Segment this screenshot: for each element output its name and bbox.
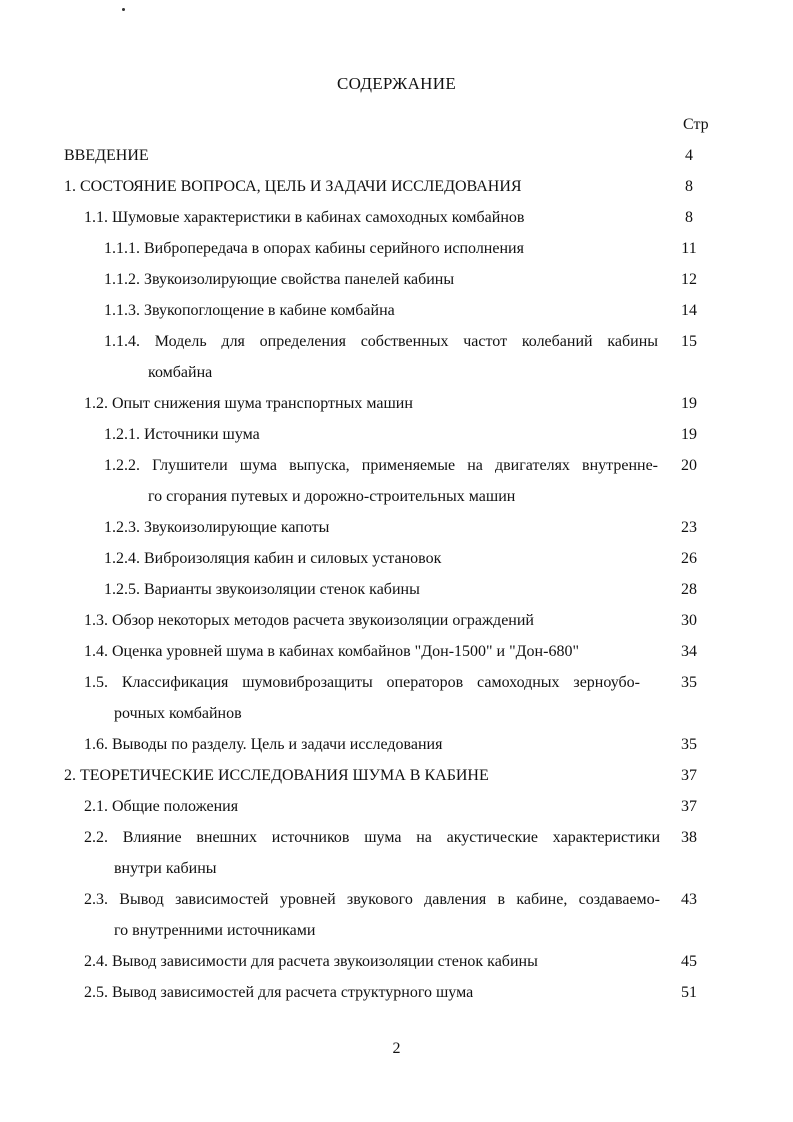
- toc-entry-page: 35: [681, 736, 697, 753]
- page-title: СОДЕРЖАНИЕ: [336, 74, 457, 93]
- toc-entry-continuation: комбайна: [148, 364, 213, 381]
- toc-entry-page: 19: [681, 395, 697, 412]
- toc-entry-continuation: го внутренними источниками: [114, 922, 316, 939]
- toc-entry-page: 15: [681, 333, 697, 350]
- toc-entry-2-3: [0, 884, 793, 946]
- toc-entry-page: 37: [681, 798, 697, 815]
- toc-entry-page: 51: [681, 984, 697, 1001]
- toc-entry-text: 2.3. Вывод зависимостей уровней звукового давления в кабине, создаваемо-: [84, 891, 660, 908]
- toc-entry-text: ВВЕДЕНИЕ: [64, 147, 149, 164]
- toc-entry-continuation: го сгорания путевых и дорожно-строительных машин: [148, 488, 516, 505]
- toc-entry-text: 1.2.4. Виброизоляция кабин и силовых установок: [104, 550, 442, 567]
- toc-entry-page: 11: [681, 240, 697, 257]
- toc-entry-text: 1.2. Опыт снижения шума транспортных машин: [84, 395, 413, 412]
- toc-entry-page: 23: [681, 519, 697, 536]
- toc-entry-text: 1.2.5. Варианты звукоизоляции стенок кабины: [104, 581, 420, 598]
- page-number: 2: [392, 1040, 401, 1057]
- toc-entry-text: 1.1.2. Звукоизолирующие свойства панелей кабины: [104, 271, 455, 288]
- toc-entry-page: 8: [685, 209, 693, 226]
- toc-entry-continuation: рочных комбайнов: [114, 705, 242, 722]
- toc-entry-text: 1.1.1. Вибропередача в опорах кабины серийного исполнения: [104, 240, 524, 257]
- toc-entry-text: 1. СОСТОЯНИЕ ВОПРОСА, ЦЕЛЬ И ЗАДАЧИ ИССЛЕДОВАНИЯ: [64, 178, 522, 195]
- toc-entry-text: 1.5. Классификация шумовиброзащиты операторов самоходных зерноубо-: [84, 674, 640, 691]
- toc-entry-2-2: [0, 822, 793, 884]
- toc-entry-continuation: внутри кабины: [114, 860, 217, 877]
- toc-entry-page: 8: [685, 178, 693, 195]
- toc-entry-page: 34: [681, 643, 697, 660]
- toc-entry-page: 19: [681, 426, 697, 443]
- toc-entry-text: 2.4. Вывод зависимости для расчета звукоизоляции стенок кабины: [84, 953, 538, 970]
- toc-entry-text: 1.2.3. Звукоизолирующие капоты: [104, 519, 330, 536]
- toc-entry-text: 1.6. Выводы по разделу. Цель и задачи исследования: [84, 736, 443, 753]
- toc-entry-text: 2.1. Общие положения: [84, 798, 239, 815]
- toc-entry-text: 1.1. Шумовые характеристики в кабинах самоходных комбайнов: [84, 209, 525, 226]
- toc-entry-page: 38: [681, 829, 697, 846]
- toc-entry-page: 35: [681, 674, 697, 691]
- toc-entry-text: 1.3. Обзор некоторых методов расчета звукоизоляции ограждений: [84, 612, 534, 629]
- scan-speck: [122, 8, 125, 11]
- toc-entry-page: 37: [681, 767, 697, 784]
- toc-entry-page: 4: [685, 147, 693, 164]
- toc-entry-page: 43: [681, 891, 697, 908]
- toc-entry-page: 26: [681, 550, 697, 567]
- toc-entry-page: 28: [681, 581, 697, 598]
- page-column-header: Стр: [683, 116, 709, 133]
- toc-entry-page: 12: [681, 271, 697, 288]
- toc-entry-page: 45: [681, 953, 697, 970]
- toc-entry-text: 1.4. Оценка уровней шума в кабинах комбайнов "Дон-1500" и "Дон-680": [84, 643, 579, 660]
- toc-entry-page: 14: [681, 302, 697, 319]
- toc-entry-page: 30: [681, 612, 697, 629]
- toc-entry-text: 1.1.3. Звукопоглощение в кабине комбайна: [104, 302, 395, 319]
- toc-entry-text: 2.2. Влияние внешних источников шума на акустические характеристики: [84, 829, 660, 846]
- toc-entry-text: 2. ТЕОРЕТИЧЕСКИЕ ИССЛЕДОВАНИЯ ШУМА В КАБИНЕ: [64, 767, 489, 784]
- toc-entry-text: 1.1.4. Модель для определения собственных частот колебаний кабины: [104, 333, 658, 350]
- toc-entry-1-2-2: [0, 450, 793, 512]
- toc-entry-1-1-4: [0, 326, 793, 388]
- toc-entry-page: 20: [681, 457, 697, 474]
- toc-entry-1-5: [0, 667, 793, 729]
- toc-entry-text: 1.2.1. Источники шума: [104, 426, 260, 443]
- toc-entry-text: 2.5. Вывод зависимостей для расчета структурного шума: [84, 984, 474, 1001]
- toc-entry-text: 1.2.2. Глушители шума выпуска, применяемые на двигателях внутренне-: [104, 457, 658, 474]
